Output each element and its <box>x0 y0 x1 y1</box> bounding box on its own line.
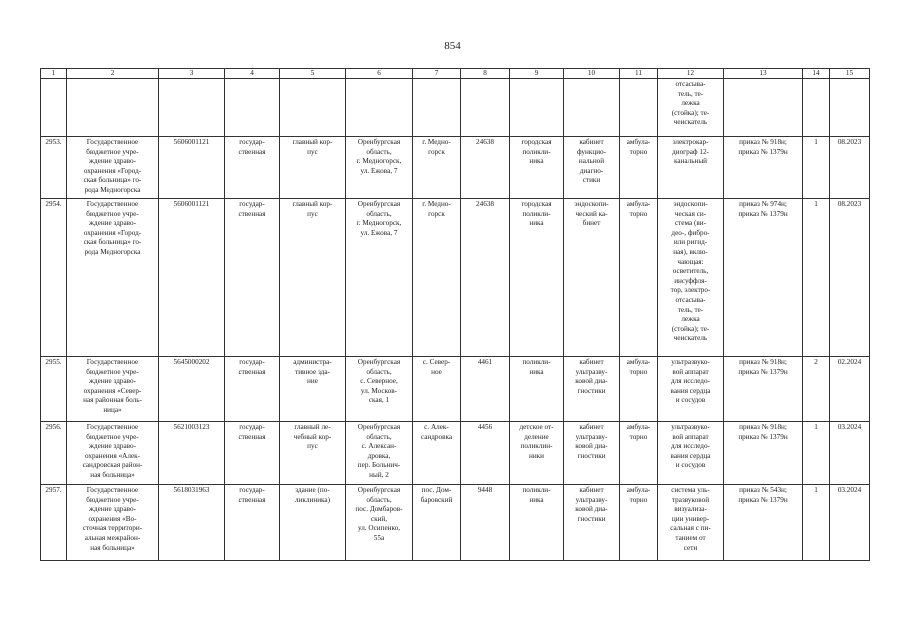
column-number-2: 2 <box>67 69 159 79</box>
continuation-cell <box>564 79 620 137</box>
table-cell: ультразвуко- вой аппарат для исследо- вания сердца и сосудов <box>658 422 724 485</box>
table-cell: Оренбургская область, г. Медногорск, ул. Ежова, 7 <box>346 137 413 199</box>
continuation-cell <box>41 79 67 137</box>
table-cell: государ- ственная <box>225 357 280 422</box>
column-number-4: 4 <box>225 69 280 79</box>
table-cell: государ- ственная <box>225 137 280 199</box>
table-cell: 1 <box>803 137 830 199</box>
table-cell: пос. Дом- баровский <box>413 485 461 561</box>
table-cell: Государственное бюджетное учре- ждение здраво- охранения «Город- ская больница» го- рода Медногорска <box>67 137 159 199</box>
column-number-14: 14 <box>803 69 830 79</box>
table-cell: 08.2023 <box>830 199 870 357</box>
table-cell: государ- ственная <box>225 485 280 561</box>
table-row <box>41 199 870 357</box>
table-cell: Оренбургская область, пос. Домбаров- ский, ул. Осипенко, 55а <box>346 485 413 561</box>
table-cell: государ- ственная <box>225 422 280 485</box>
table-row <box>41 422 870 485</box>
table-cell: 02.2024 <box>830 357 870 422</box>
table-cell: с. Север- ное <box>413 357 461 422</box>
continuation-row <box>41 79 870 137</box>
continuation-cell <box>225 79 280 137</box>
table-cell: главный кор- пус <box>280 137 346 199</box>
continuation-cell <box>803 79 830 137</box>
table-cell: здание (по- ликлиника) <box>280 485 346 561</box>
column-number-7: 7 <box>413 69 461 79</box>
table-cell: 1 <box>803 199 830 357</box>
column-number-12: 12 <box>658 69 724 79</box>
table-cell: приказ № 543н; приказ № 1379н <box>724 485 803 561</box>
table-cell: ультразвуко- вой аппарат для исследо- вания сердца и сосудов <box>658 357 724 422</box>
continuation-cell <box>159 79 225 137</box>
table-cell: 1 <box>803 422 830 485</box>
continuation-cell <box>461 79 510 137</box>
table-cell: кабинет функцио- нальной диагно- стики <box>564 137 620 199</box>
table-row <box>41 357 870 422</box>
table-body <box>41 69 870 561</box>
column-number-3: 3 <box>159 69 225 79</box>
continuation-cell <box>620 79 658 137</box>
column-number-15: 15 <box>830 69 870 79</box>
table-cell: 5645000202 <box>159 357 225 422</box>
column-number-10: 10 <box>564 69 620 79</box>
table-cell: приказ № 918н; приказ № 1379н <box>724 422 803 485</box>
table-cell: кабинет ультразву- ковой диа- гностики <box>564 485 620 561</box>
table-cell: поликли- ника <box>510 357 564 422</box>
table-cell: амбула- торно <box>620 137 658 199</box>
table-cell: амбула- торно <box>620 199 658 357</box>
table-cell: кабинет ультразву- ковой диа- гностики <box>564 422 620 485</box>
continuation-cell <box>280 79 346 137</box>
column-number-6: 6 <box>346 69 413 79</box>
table-cell: Оренбургская область, г. Медногорск, ул. Ежова, 7 <box>346 199 413 357</box>
table-cell: 03.2024 <box>830 485 870 561</box>
continuation-cell <box>724 79 803 137</box>
table-cell: Государственное бюджетное учре- ждение здраво- охранения «Во- сточная территори- альная межрайон- ная больница» <box>67 485 159 561</box>
table-cell: поликли- ника <box>510 485 564 561</box>
continuation-cell <box>346 79 413 137</box>
table-cell: 1 <box>803 485 830 561</box>
table-cell: 5606001121 <box>159 137 225 199</box>
table-cell: 2955. <box>41 357 67 422</box>
table-row <box>41 137 870 199</box>
continuation-cell <box>413 79 461 137</box>
table-cell: 5606001121 <box>159 199 225 357</box>
table-cell: 4456 <box>461 422 510 485</box>
table-cell: 03.2024 <box>830 422 870 485</box>
table-cell: 2953. <box>41 137 67 199</box>
table-cell: 2954. <box>41 199 67 357</box>
table-cell: кабинет ультразву- ковой диа- гностики <box>564 357 620 422</box>
column-number-5: 5 <box>280 69 346 79</box>
register-table <box>40 68 870 561</box>
table-cell: амбула- торно <box>620 422 658 485</box>
column-number-row <box>41 69 870 79</box>
table-row <box>41 485 870 561</box>
table-cell: приказ № 974н; приказ № 1379н <box>724 199 803 357</box>
table-cell: главный ле- чебный кор- пус <box>280 422 346 485</box>
column-number-1: 1 <box>41 69 67 79</box>
table-cell: Государственное бюджетное учре- ждение здраво- охранения «Север- ная районная боль- ница» <box>67 357 159 422</box>
table-cell: 24638 <box>461 137 510 199</box>
table-cell: администра- тивное зда- ние <box>280 357 346 422</box>
table-cell: 4461 <box>461 357 510 422</box>
table-cell: эндоскопи- ческий ка- бинет <box>564 199 620 357</box>
column-number-8: 8 <box>461 69 510 79</box>
column-number-13: 13 <box>724 69 803 79</box>
table-cell: главный кор- пус <box>280 199 346 357</box>
table-cell: Оренбургская область, с. Северное, ул. Москов- ская, 1 <box>346 357 413 422</box>
table-cell: амбула- торно <box>620 357 658 422</box>
table-cell: 9448 <box>461 485 510 561</box>
table-cell: г. Медно- горск <box>413 199 461 357</box>
continuation-cell <box>830 79 870 137</box>
table-cell: 08.2023 <box>830 137 870 199</box>
page-number: 854 <box>444 40 461 52</box>
table-cell: городская поликли- ника <box>510 137 564 199</box>
table-cell: 2956. <box>41 422 67 485</box>
table-cell: Государственное бюджетное учре- ждение здраво- охранения «Город- ская больница» го- рода Медногорска <box>67 199 159 357</box>
table-cell: 2957. <box>41 485 67 561</box>
table-cell: 2 <box>803 357 830 422</box>
column-number-11: 11 <box>620 69 658 79</box>
table-cell: детское от- деление поликлин- ники <box>510 422 564 485</box>
table-cell: амбула- торно <box>620 485 658 561</box>
table-cell: Оренбургская область, с. Алексан- дровка, пер. Больнич- ный, 2 <box>346 422 413 485</box>
table-cell: система уль- тразвуковой визуализа- ции универ- сальная с пи- танием от сети <box>658 485 724 561</box>
table-cell: 5621003123 <box>159 422 225 485</box>
table-cell: 5618031963 <box>159 485 225 561</box>
table-cell: г. Медно- горск <box>413 137 461 199</box>
table-cell: государ- ственная <box>225 199 280 357</box>
table-cell: 24638 <box>461 199 510 357</box>
table-cell: с. Алек- сандровка <box>413 422 461 485</box>
table-cell: городская поликли- ника <box>510 199 564 357</box>
table-cell: Государственное бюджетное учре- ждение здраво- охранения «Алек- сандровская район- ная больница» <box>67 422 159 485</box>
table-cell: приказ № 918н; приказ № 1379н <box>724 137 803 199</box>
column-number-9: 9 <box>510 69 564 79</box>
table-cell: электрокар- диограф 12- канальный <box>658 137 724 199</box>
table-cell: приказ № 918н; приказ № 1379н <box>724 357 803 422</box>
continuation-cell <box>67 79 159 137</box>
continuation-cell <box>510 79 564 137</box>
table-cell: эндоскопи- ческая си- стема (ви- део-, фибро- или ригид- ная), вклю- чающая: осветитель, инсуффля- тор, электро- отсасыва- тель, те- лежка (стойка); те- чеискатель <box>658 199 724 357</box>
continuation-cell: отсасыва- тель, те- лежка (стойка); те- чеискатель <box>658 79 724 137</box>
